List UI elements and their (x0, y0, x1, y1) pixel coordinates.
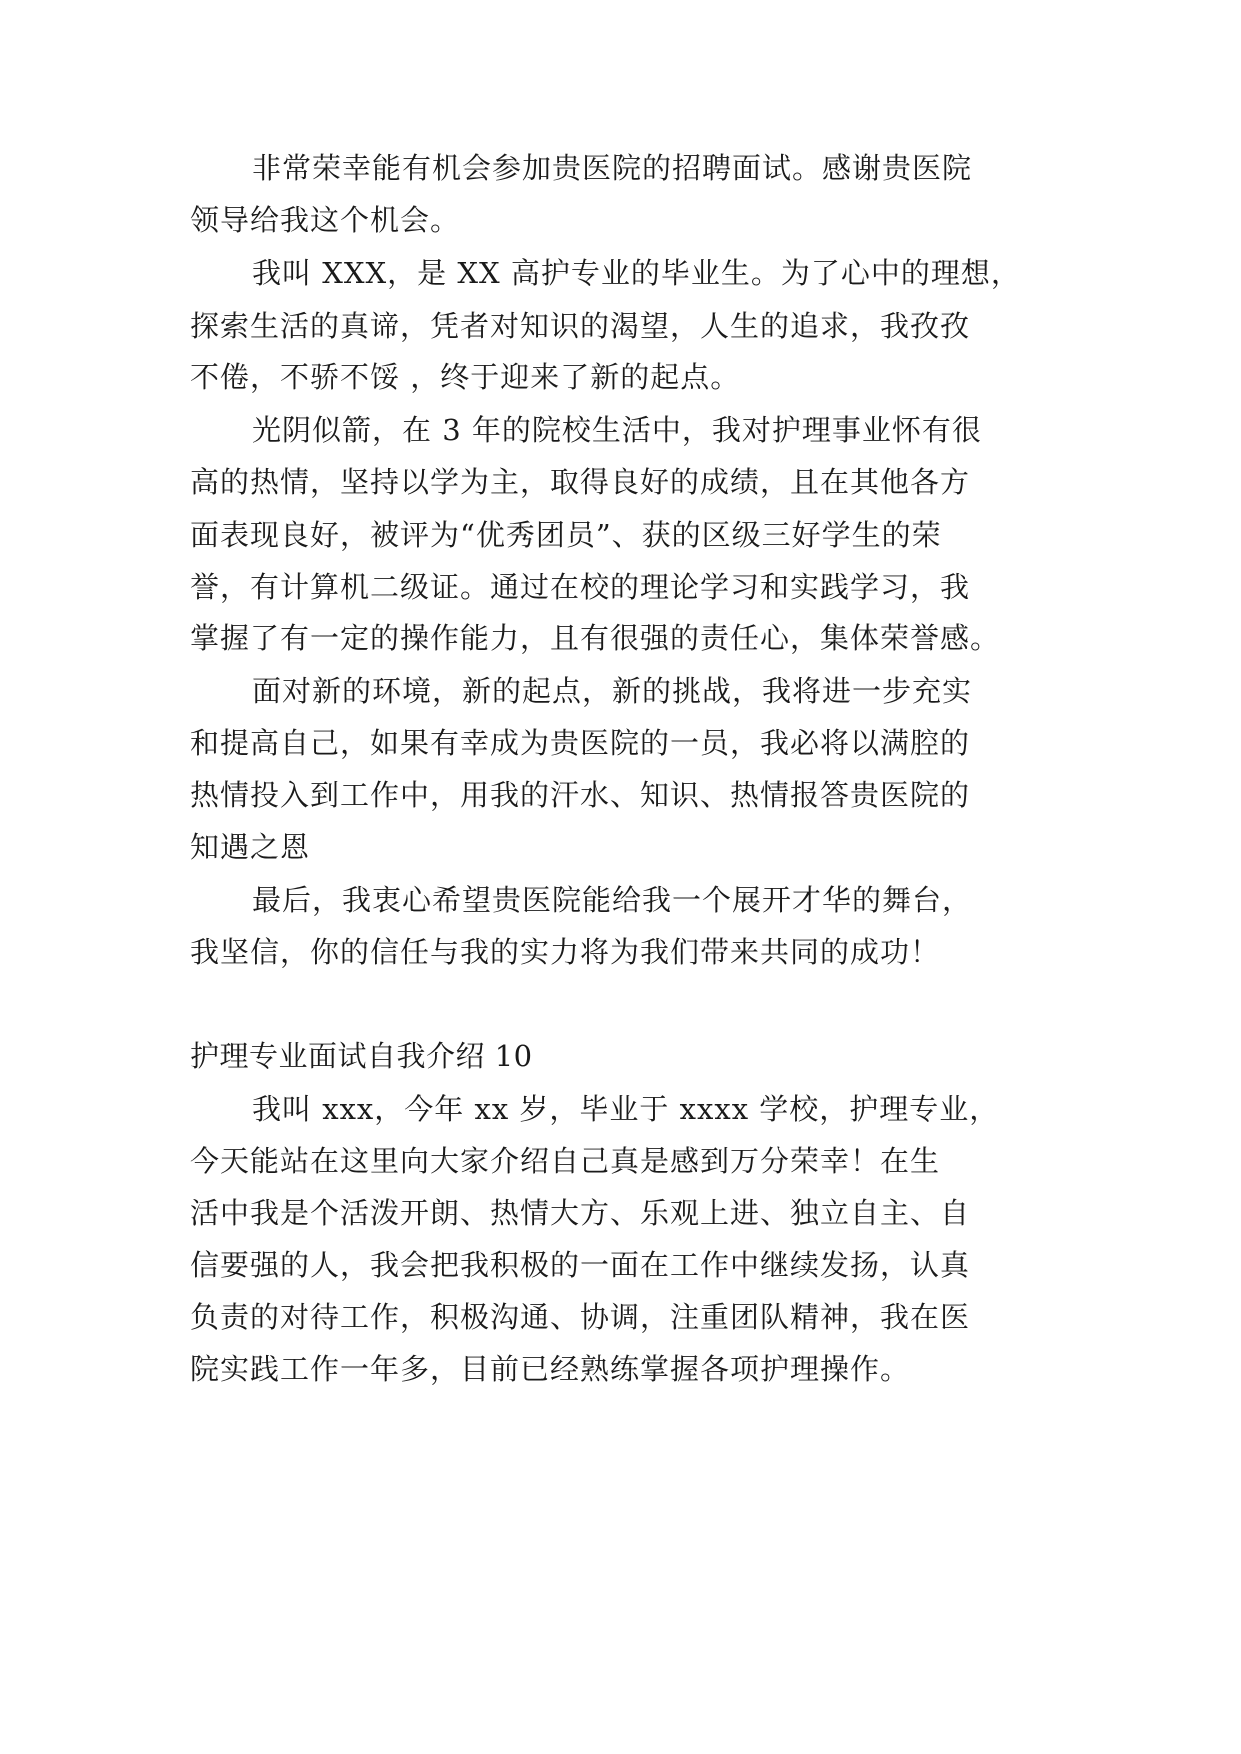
paragraph-line: 信要强的人，我会把我积极的一面在工作中继续发扬，认真 (190, 1248, 971, 1282)
paragraph-line: 我叫 xxx，今年 xx 岁，毕业于 xxxx 学校，护理专业， (252, 1092, 1000, 1126)
paragraph-line: 和提高自己，如果有幸成为贵医院的一员，我必将以满腔的 (190, 726, 971, 760)
paragraph-line: 我坚信，你的信任与我的实力将为我们带来共同的成功！ (190, 935, 941, 969)
paragraph-line: 知遇之恩 (190, 830, 311, 864)
paragraph-line: 负责的对待工作，积极沟通、协调，注重团队精神，我在医 (190, 1300, 971, 1334)
paragraph-line: 非常荣幸能有机会参加贵医院的招聘面试。感谢贵医院 (252, 151, 973, 185)
paragraph-line: 热情投入到工作中，用我的汗水、知识、热情报答贵医院的 (190, 778, 971, 812)
paragraph-line: 誉，有计算机二级证。通过在校的理论学习和实践学习，我 (190, 570, 971, 604)
paragraph-line: 光阴似箭，在 3 年的院校生活中，我对护理事业怀有很 (252, 413, 982, 447)
paragraph-line: 掌握了有一定的操作能力，且有很强的责任心，集体荣誉感。 (190, 621, 1001, 655)
paragraph-line: 不倦，不骄不馁 ，终于迎来了新的起点。 (190, 360, 741, 394)
paragraph-line: 面对新的环境，新的起点，新的挑战，我将进一步充实 (252, 674, 973, 708)
paragraph-line: 今天能站在这里向大家介绍自己真是感到万分荣幸！在生 (190, 1144, 941, 1178)
paragraph-line: 高的热情，坚持以学为主，取得良好的成绩，且在其他各方 (190, 465, 971, 499)
paragraph-line: 面表现良好，被评为“优秀团员”、获的区级三好学生的荣 (190, 518, 942, 552)
paragraph-line: 院实践工作一年多，目前已经熟练掌握各项护理操作。 (190, 1352, 911, 1386)
paragraph-line: 最后，我衷心希望贵医院能给我一个展开才华的舞台， (252, 883, 973, 917)
paragraph-line: 我叫 XXX，是 XX 高护专业的毕业生。为了心中的理想， (252, 256, 1021, 290)
section-title: 护理专业面试自我介绍 10 (190, 1039, 533, 1073)
paragraph-line: 探索生活的真谛，凭者对知识的渴望，人生的追求，我孜孜 (190, 309, 971, 343)
paragraph-line: 活中我是个活泼开朗、热情大方、乐观上进、独立自主、自 (190, 1196, 971, 1230)
paragraph-line: 领导给我这个机会。 (190, 203, 461, 237)
